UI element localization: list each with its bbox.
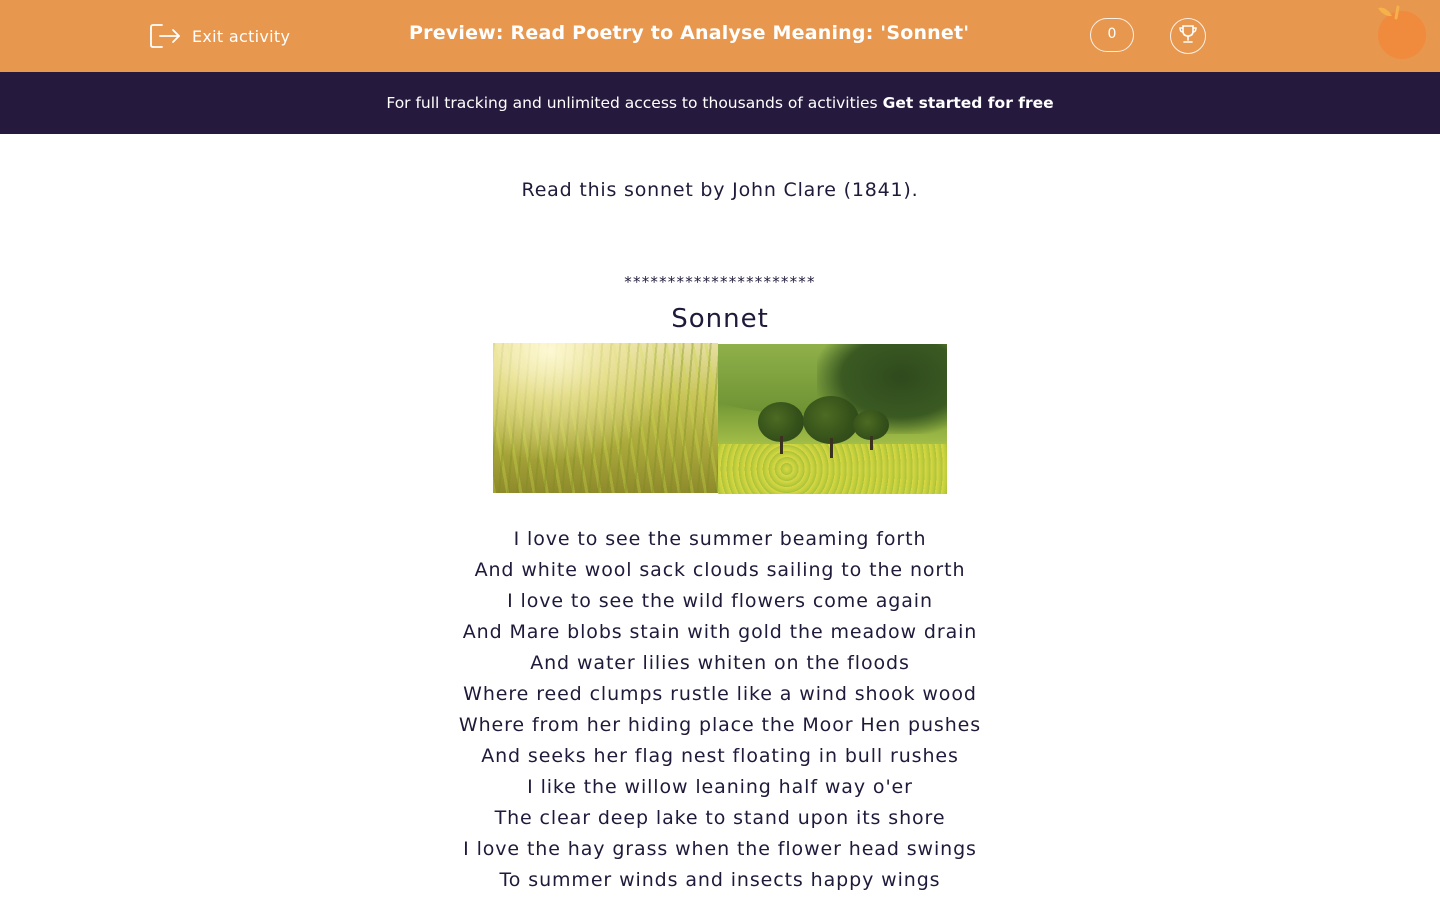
- poem-line: Where from her hiding place the Moor Hen pushes: [458, 714, 982, 736]
- poem-line: And water lilies whiten on the floods: [530, 652, 910, 674]
- promo-banner: [0, 72, 1440, 134]
- poem-line: The clear deep lake to stand upon its shore: [494, 807, 946, 829]
- poem-line: I love to see the summer beaming forth: [513, 528, 927, 550]
- meadow-image: [718, 344, 947, 494]
- poem-images: [493, 343, 948, 495]
- promo-text: For full tracking and unlimited access to thousands of activities: [386, 94, 878, 112]
- poem-line: I like the willow leaning half way o'er: [527, 776, 913, 798]
- get-started-link[interactable]: Get started for free: [882, 94, 1054, 112]
- poem-line: And seeks her flag nest floating in bull rushes: [481, 745, 959, 767]
- poem-line: I love the hay grass when the flower head swings: [463, 838, 977, 860]
- grass-image: [493, 343, 718, 493]
- divider-stars: **********************: [624, 273, 816, 291]
- poem-body: [0, 524, 1440, 896]
- exit-activity-button[interactable]: [148, 20, 290, 52]
- poem-line: To summer winds and insects happy wings: [499, 869, 941, 891]
- exit-activity-label: Exit activity: [192, 26, 291, 46]
- trophy-button[interactable]: [1170, 18, 1206, 54]
- trophy-icon: [1177, 23, 1199, 49]
- poem-line: Where reed clumps rustle like a wind shook wood: [463, 683, 977, 705]
- poem-line: I love to see the wild flowers come again: [507, 590, 933, 612]
- top-bar: [0, 0, 1440, 72]
- poem-line: And white wool sack clouds sailing to the north: [474, 559, 966, 581]
- poem-line: And Mare blobs stain with gold the meadow drain: [462, 621, 978, 643]
- logo-icon[interactable]: [1376, 4, 1432, 62]
- intro-text: Read this sonnet by John Clare (1841).: [521, 179, 919, 201]
- exit-icon: [148, 21, 182, 51]
- page-title: Preview: Read Poetry to Analyse Meaning: 'Sonnet': [409, 22, 970, 44]
- score-badge: 0: [1090, 18, 1134, 52]
- poem-title: Sonnet: [671, 304, 769, 334]
